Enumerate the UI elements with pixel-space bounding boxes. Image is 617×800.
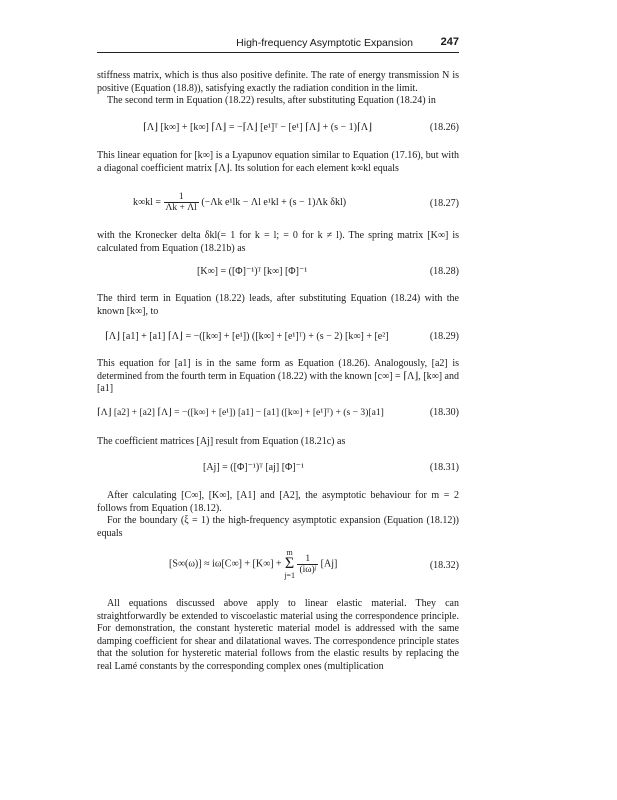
- equation-18-30-number: (18.30): [429, 407, 459, 418]
- equation-18-32-sum: [284, 548, 295, 580]
- equation-18-32-frac-den: (iω)ʲ: [299, 564, 317, 575]
- equation-18-27-frac-den: Λk + Λl: [165, 203, 197, 213]
- paragraph-5-text: This equation for [a1] is in the same form as Equation (18.26). Analogously, [a2] is determined from the fourth term in Equation (18.22) with the known [c∞] = ⌈Λ⌋, [k∞] and [a1]: [97, 358, 459, 394]
- equation-18-32-sum-top: m: [286, 548, 293, 557]
- equation-18-26-expr: ⌈Λ⌋ [k∞] + [k∞] ⌈Λ⌋ = −⌈Λ⌋ [e¹]ᵀ − [e¹] ⌈Λ⌋ + (s − 1)⌈Λ⌋: [143, 122, 373, 133]
- equation-18-27-lhs: k∞kl =: [133, 196, 162, 208]
- running-header: [97, 36, 459, 53]
- equation-18-28: [97, 262, 459, 284]
- header-title: High-frequency Asymptotic Expansion: [236, 37, 413, 49]
- paragraph-4: [97, 293, 459, 318]
- equation-18-27: [97, 186, 459, 222]
- equation-18-32-frac-num: 1: [297, 554, 318, 565]
- equation-18-28-expr: [K∞] = ([Φ]⁻¹)ᵀ [k∞] [Φ]⁻¹: [197, 266, 308, 277]
- paragraph-2: [97, 150, 459, 175]
- equation-18-31: [97, 458, 459, 480]
- equation-18-29-expr: ⌈Λ⌋ [a1] + [a1] ⌈Λ⌋ = −([k∞] + [e¹]) ([k∞] + [e¹]ᵀ) + (s − 2) [k∞] + [e²]: [105, 331, 389, 342]
- equation-18-32-number: (18.32): [429, 560, 459, 571]
- equation-18-31-expr: [Aj] = ([Φ]⁻¹)ᵀ [aj] [Φ]⁻¹: [203, 462, 304, 473]
- equation-18-26-number: (18.26): [429, 122, 459, 133]
- equation-18-32-expr: [169, 548, 337, 580]
- equation-18-31-number: (18.31): [429, 462, 459, 473]
- equation-18-32-lhs: [S∞(ω)] ≈ iω[C∞] + [K∞] +: [169, 558, 282, 570]
- paragraph-6-text: The coefficient matrices [Aj] result from Equation (18.21c) as: [97, 436, 346, 447]
- paragraph-5: [97, 358, 459, 396]
- paragraph-9: [97, 598, 459, 673]
- paragraph-1b-text: The second term in Equation (18.22) results, after substituting Equation (18.24) in: [107, 95, 436, 106]
- equation-18-29-number: (18.29): [429, 331, 459, 342]
- equation-18-28-number: (18.28): [429, 266, 459, 277]
- page-number: 247: [440, 36, 459, 48]
- paragraph-7: [97, 490, 459, 540]
- paragraph-9-text: All equations discussed above apply to linear elastic material. They can straightforwardly be extended to viscoelastic material using the correspondence principle. For demonstration, the constant hysteretic material model is addressed with the same damping coefficient for shear and dilatational waves. The correspondence principle states that the solution for hysteretic material follows from the elastic results by replacing the real Lamé constants by the corresponding complex ones (multiplication: [97, 598, 459, 672]
- equation-18-27-rhs: (−Λk e¹lk − Λl e¹kl + (s − 1)Λk δkl): [201, 196, 347, 208]
- paragraph-1-text: stiffness matrix, which is thus also positive definite. The rate of energy transmission N is positive (Equation (18.8)), satisfying exactly the radiation condition in the limit.: [97, 70, 459, 94]
- paragraph-4-text: The third term in Equation (18.22) leads, after substituting Equation (18.24) with the known [k∞], to: [97, 293, 459, 317]
- paragraph-7-text: After calculating [C∞], [K∞], [A1] and [A2], the asymptotic behaviour for m = 2 follows from Equation (18.12).: [97, 490, 459, 514]
- equation-18-27-expr: [133, 192, 346, 213]
- equation-18-30-expr: ⌈Λ⌋ [a2] + [a2] ⌈Λ⌋ = −([k∞] + [e¹]) [a1] − [a1] ([k∞] + [e¹]ᵀ) + (s − 3)[a1]: [97, 407, 384, 418]
- equation-18-32: [97, 546, 459, 586]
- paragraph-3-text: with the Kronecker delta δkl(= 1 for k = l; = 0 for k ≠ l). The spring matrix [K∞] is calculated from Equation (18.21b) as: [97, 230, 459, 254]
- paragraph-8-text: For the boundary (ξ = 1) the high-frequency asymptotic expansion (Equation (18.12)) equals: [97, 515, 459, 539]
- equation-18-32-sum-bottom: j=1: [284, 571, 295, 580]
- equation-18-27-number: (18.27): [429, 198, 459, 209]
- equation-18-29: [97, 327, 459, 349]
- paragraph-2-text: This linear equation for [k∞] is a Lyapunov equation similar to Equation (17.16), but with a diagonal coefficient matrix ⌈Λ⌋. Its solution for each element k∞kl equals: [97, 150, 459, 174]
- equation-18-32-rhs: [Aj]: [320, 558, 338, 570]
- equation-18-27-frac-num: 1: [164, 192, 199, 203]
- paragraph-6: [97, 436, 459, 449]
- paragraph-1: [97, 70, 459, 108]
- equation-18-32-fraction: [297, 554, 318, 575]
- equation-18-26: [97, 118, 459, 140]
- summation-sign-icon: Σ: [284, 555, 295, 572]
- equation-18-30: [97, 403, 459, 425]
- equation-18-27-fraction: [164, 192, 199, 213]
- paragraph-3: [97, 230, 459, 255]
